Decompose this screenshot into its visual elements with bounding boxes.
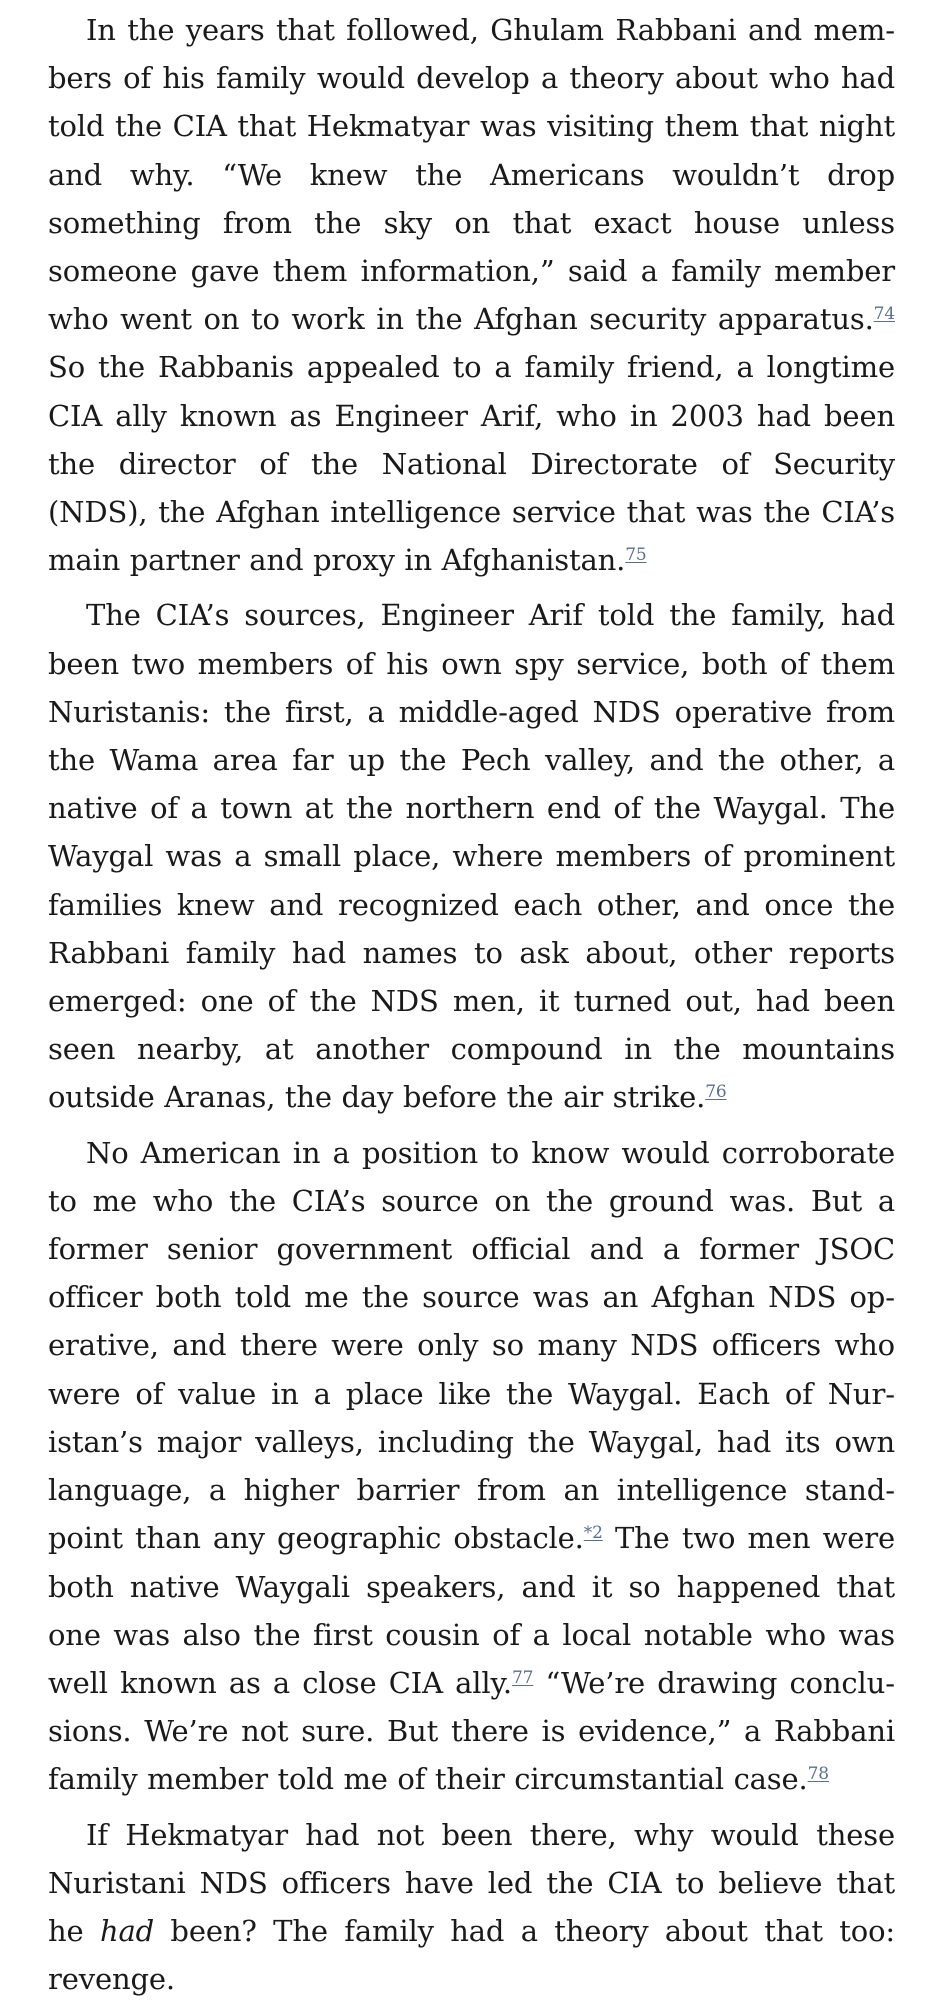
text-run: So the Rabbanis appealed to a family friend, a longtime CIA ally known as Engineer Arif, who in 2003 had been the director of the National Directorate of Security (NDS), the Afghan intelligence service that was the CIA’s main partner and proxy in Afghanistan. bbox=[48, 350, 895, 578]
footnote-link[interactable]: 75 bbox=[625, 545, 647, 566]
footnote-link[interactable]: 77 bbox=[511, 1667, 534, 1688]
body-paragraph bbox=[48, 1811, 895, 2003]
footnote-link[interactable]: 76 bbox=[705, 1082, 727, 1103]
footnote-link[interactable]: 78 bbox=[807, 1764, 829, 1785]
text-run: The CIA’s sources, Engineer Arif told the family, had been two members of his own spy service, both of them Nuristanis: the first, a middle-aged NDS operative from the Wama area far up the Pech valley, and the other, a native of a town at the northern end of the Waygal. The Waygal was a small place, where members of prominent families knew and recognized each other, and once the Rabbani family had names to ask about, other reports emerged: one of the NDS men, it turned out, had been seen nearby, at another compound in the mountains outside Aranas, the day before the air strike. bbox=[48, 598, 895, 1115]
footnote-link[interactable]: *2 bbox=[583, 1523, 603, 1544]
text-run: In the years that followed, Ghulam Rabbani and members of his family would develop a theory about who had told the CIA that Hekmatyar was visiting them that night and why. “We knew the Americans wouldn’t drop something from the sky on that exact house unless someone gave them information,” said a family member who went on to work in the Afghan security apparatus. bbox=[48, 13, 895, 337]
text-run: The two men were both native Waygali speakers, and it so happened that one was also the first cousin of a local notable who was well known as a close CIA ally. bbox=[48, 1521, 896, 1700]
text-run: been? The family had a theory about that too: revenge. bbox=[48, 1913, 895, 1997]
text-run: No American in a position to know would corroborate to me who the CIA’s source on the ground was. But a former senior government official and a former JSOC officer both told me the source was an Afghan NDS operative, and there were only so many NDS officers who were of value in a place like the Waygal. Each of Nuristan’s major valleys, including the Waygal, had its own language, a higher barrier from an intelligence standpoint than any geographic obstacle. bbox=[48, 1135, 895, 1556]
emphasized-text: had bbox=[99, 1913, 155, 1948]
body-paragraph bbox=[48, 591, 895, 1121]
body-paragraph bbox=[48, 1129, 895, 1804]
body-paragraph bbox=[48, 6, 895, 584]
footnote-link[interactable]: 74 bbox=[873, 304, 895, 325]
text-run: “We’re drawing conclusions. We’re not sure. But there is evidence,” a Rabbani family member told me of their circumstantial case. bbox=[48, 1665, 895, 1797]
text-run: If Hekmatyar had not been there, why would these Nuristani NDS officers have led the CIA to believe that he bbox=[48, 1817, 895, 1948]
